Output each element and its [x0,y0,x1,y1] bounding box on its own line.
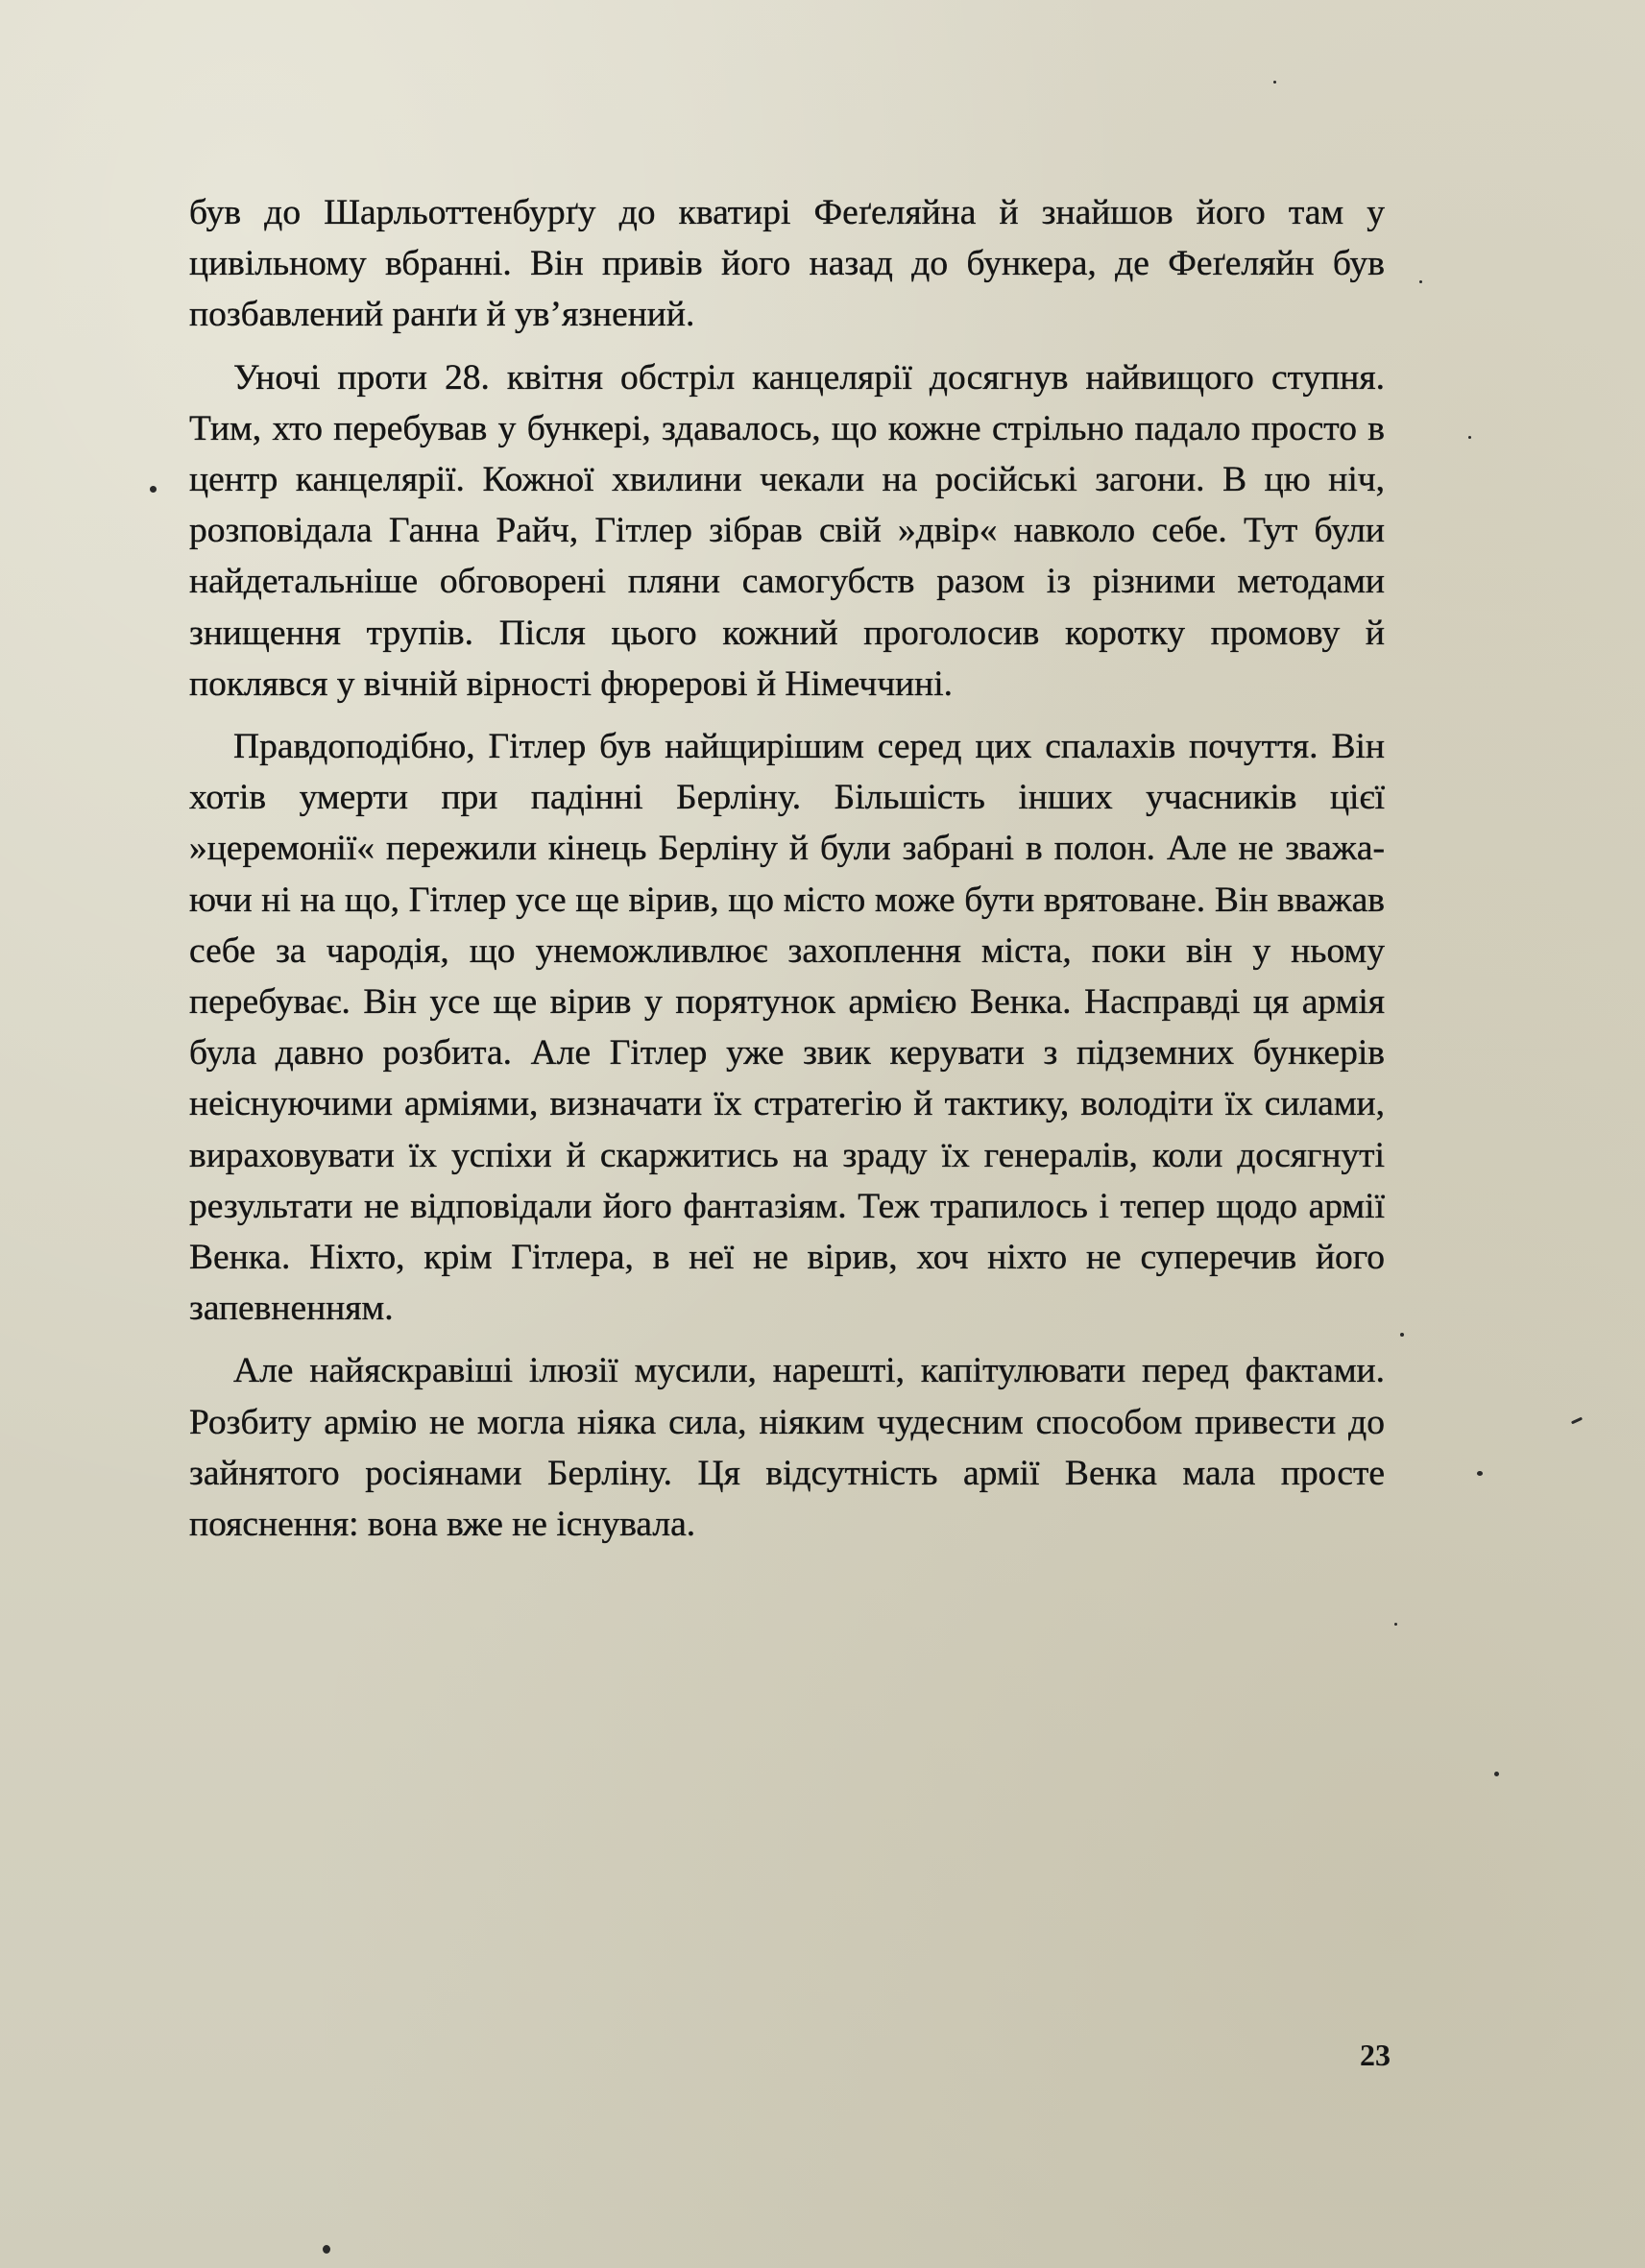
paragraph-night-shelling: Уночі проти 28. квітня обстріл канцелярії досягнув найвищого ступня. Тим, хто перебував у бункері, здавалось, що кожне стрільно падало просто в центр канцелярії. Кожної хвилини чекали на російські загони. В цю ніч, розповідала Ганна Райч, Гітлер зібрав свій »двір« навколо себе. Тут були найдетальніше обговорені пляни самогубств разом із різними методами знищення трупів. Після цього кожний проголосив коротку промову й поклявся у вічній вірності фюрерові й Німеччині. [189,357,1385,704]
page-number: 23 [1360,2038,1391,2072]
paper-speck [1419,280,1422,283]
paper-speck [1571,1417,1583,1425]
paper-speck [323,2245,330,2254]
paper-speck [1400,1333,1404,1337]
paper-speck [1477,1471,1483,1476]
paper-speck [150,486,157,493]
body-text [189,187,1385,1550]
paper-speck [1394,1623,1397,1626]
paragraph-illusions: Але найяскравіші ілюзії мусили, нарешті, капітулювати перед фактами. Розбиту армію не могла ніяка сила, ніяким чудесним способом привести до зайнятого росіянами Берліну. Ця відсутність армії Венка мала просте пояснення: вона вже не існувала. [189,1351,1385,1545]
paragraph-hitler-belief: Правдоподібно, Гітлер був найщирішим серед цих спалахів почуття. Він хотів умерти при падінні Берліну. Більшість інших учасників цієї »церемонії« пережили кінець Берліну й були забрані в полон. Але не зважаючи ні на що, Гітлер усе ще вірив, що місто може бути врятоване. Він вважав себе за чародія, що унеможливлює захоплення міста, поки він у ньому перебуває. Він усе ще вірив у порятунок армією Венка. Насправді ця армія була давно розбита. Але Гітлер уже звик керувати з підземних бункерів неіснуючими арміями, визначати їх стратегію й тактику, володіти їх силами, вираховувати їх успіхи й скаржитись на зраду їх генералів, коли досягнуті результати не відповідали його фантазіям. Теж трапилось і тепер щодо армії Венка. Ніхто, крім Гітлера, в неї не вірив, хоч ніхто не суперечив його запевненням. [189,727,1385,1329]
paragraph-continuation: був до Шарльоттенбурґу до кватирі Феґеляйна й знайшов його там у цивільному вбранні. Він привів його назад до бункера, де Феґеляйн був позбавлений ранґи й ув’язнений. [189,193,1385,335]
paper-speck [1494,1772,1499,1776]
paper-speck [1273,81,1276,84]
paper-speck [1468,436,1471,439]
